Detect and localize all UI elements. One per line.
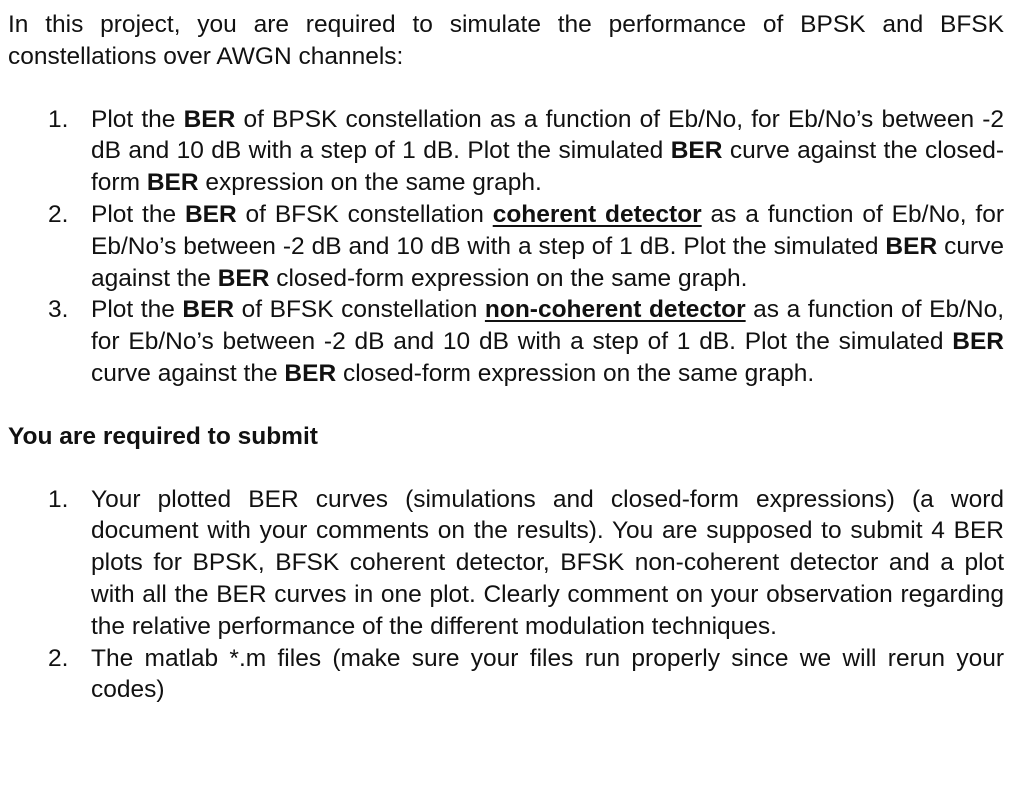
- task-list: [8, 104, 1004, 390]
- submit-list: [8, 484, 1004, 707]
- task-number: 3.: [48, 296, 69, 324]
- task-text: of BPSK constellation as a function of Eb/No, for Eb/No’s between -2 dB and 10 dB with a step of 1 dB. Plot the simulated: [91, 105, 1004, 165]
- bold-term: BER: [182, 296, 235, 324]
- task-item-3: [8, 294, 1004, 389]
- bold-term: BER: [217, 264, 270, 292]
- task-text: curve against the closed-form: [91, 137, 1004, 197]
- task-number: 1.: [48, 105, 69, 133]
- bold-term: BER: [670, 137, 723, 165]
- bold-term: BER: [183, 105, 236, 133]
- task-text: Plot the: [91, 200, 185, 228]
- task-text: closed-form expression on the same graph.: [269, 264, 748, 292]
- submit-number: 1.: [48, 485, 69, 513]
- task-item-1: [8, 104, 1004, 199]
- bold-term: BER: [146, 169, 199, 197]
- task-text: of BFSK constellation: [236, 200, 493, 228]
- bold-term: BER: [885, 232, 938, 260]
- submit-text: The matlab *.m files (make sure your files run properly since we will rerun your codes): [91, 644, 1004, 704]
- task-text: Plot the: [91, 296, 183, 324]
- task-text: as a function of Eb/No, for Eb/No’s between -2 dB and 10 dB with a step of 1 dB. Plot the simulated: [91, 200, 1005, 260]
- task-text: curve against the: [91, 232, 1004, 292]
- underlined-term: coherent detector: [492, 200, 702, 228]
- task-text: closed-form expression on the same graph.: [336, 359, 815, 387]
- bold-term: BER: [184, 200, 237, 228]
- intro-paragraph: In this project, you are required to simulate the performance of BPSK and BFSK constellations over AWGN channels:: [8, 11, 1004, 70]
- submit-item-2: [8, 643, 1004, 707]
- underlined-term: non-coherent detector: [484, 296, 746, 324]
- submit-heading: You are required to submit: [8, 422, 318, 450]
- task-text: expression on the same graph.: [198, 169, 542, 197]
- bold-term: BER: [952, 328, 1004, 356]
- task-item-2: [8, 199, 1004, 294]
- submit-text: Your plotted BER curves (simulations and closed-form expressions) (a word document with your comments on the results). You are supposed to submit 4 BER plots for BPSK, BFSK coherent detector, BFSK non-coherent detector and a plot with all the BER curves in one plot. Clearly comment on your observation regarding the relative performance of the different modulation techniques.: [91, 485, 1004, 640]
- task-text: curve against the: [91, 359, 285, 387]
- submit-item-1: [8, 484, 1004, 643]
- submit-number: 2.: [48, 644, 69, 672]
- task-number: 2.: [48, 200, 69, 228]
- task-text: as a function of Eb/No, for Eb/No’s between -2 dB and 10 dB with a step of 1 dB. Plot the simulated: [91, 296, 1004, 356]
- task-text: Plot the: [91, 105, 184, 133]
- bold-term: BER: [284, 359, 337, 387]
- task-text: of BFSK constellation: [234, 296, 485, 324]
